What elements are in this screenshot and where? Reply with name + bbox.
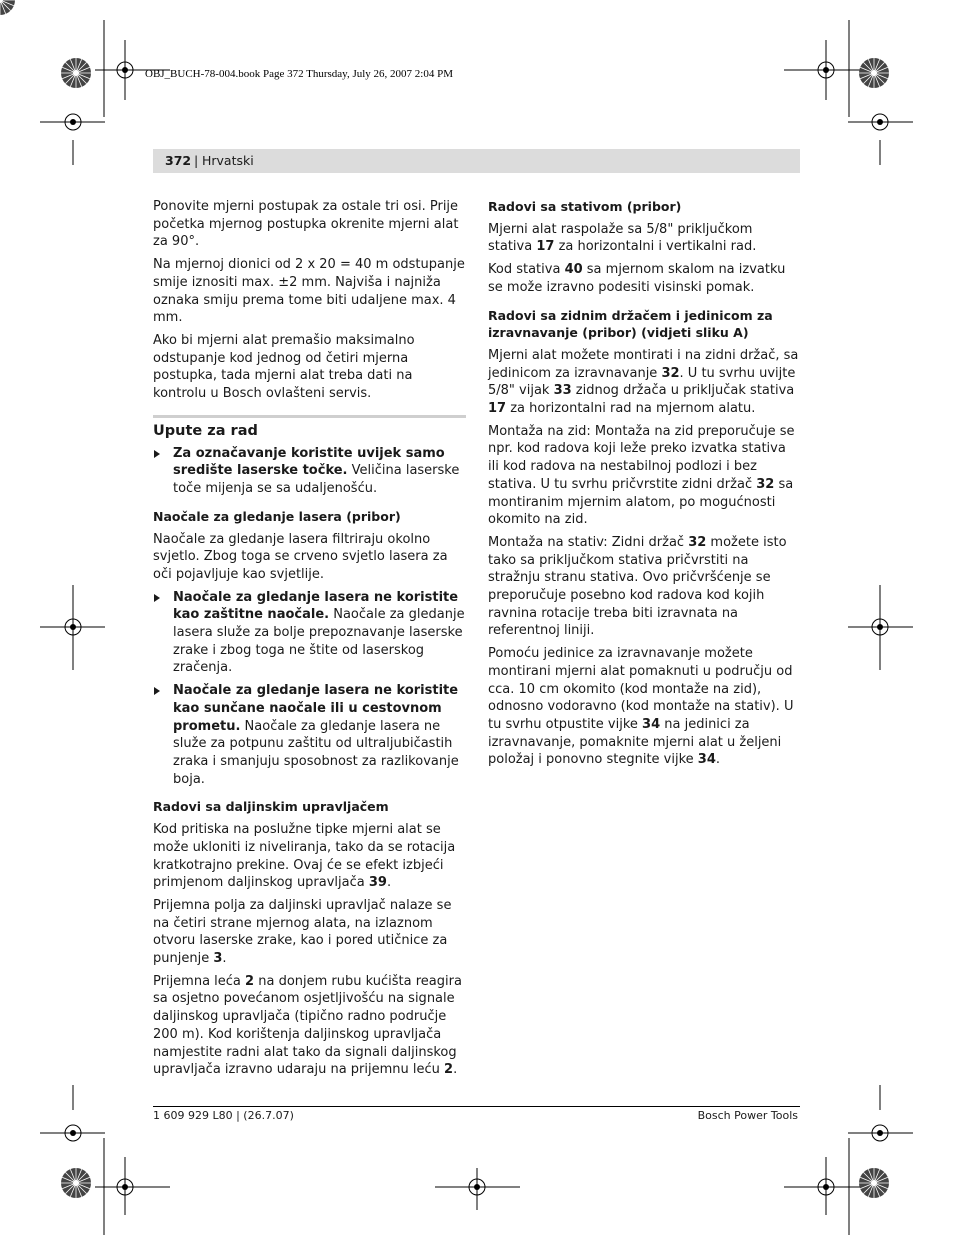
header-separator: |: [194, 153, 199, 168]
paragraph: Prijemna polja za daljinski upravljač nalaze se na četiri strane mjernog alata, na izlaznom otvoru laserske zrake, kao i pored utičnice za punjenje 3.: [153, 897, 452, 967]
subheading: Radovi sa zidnim držačem i jedinicom za izravnavanje (pribor) (vidjeti sliku A): [488, 307, 773, 341]
paragraph: Prijemna leća 2 na donjem rubu kućišta reagira sa osjetno povećanom osjetljivošću na signale daljinskog upravljača (tipično radno područje 200 m). Kod korištenja daljinskog upravljača namjestite radni alat tako da signali daljinskog upravljača izravno udaraju na prijemnu leću 2.: [153, 973, 462, 1078]
paragraph: Ponovite mjerni postupak za ostale tri osi. Prije početka mjernog postupka okrenite mjerni alat za 90°.: [153, 199, 459, 250]
section-divider: [153, 415, 466, 418]
paragraph: Montaža na zid: Montaža na zid preporučuje se npr. kod radova koji leže preko izvatka stativa ili kod radova na nestabilnoj podlozi i bez stativa. U tu svrhu pričvrstite zidni držač 32 sa montiranim mjernim alatom, po mogućnosti okomito na zid.: [488, 423, 795, 528]
subheading: Radovi sa stativom (pribor): [488, 199, 682, 214]
paragraph: Naočale za gledanje lasera filtriraju okolno svjetlo. Zbog toga se crveno svjetlo lasera za oči pojavljuje kao svjetlije.: [153, 531, 448, 582]
paragraph: Na mjernoj dionici od 2 x 20 = 40 m odstupanje smije iznositi max. ±2 mm. Najviša i najniža oznaka smiju prema tome biti udaljene max. 4 mm.: [153, 257, 465, 326]
page-header: [153, 149, 800, 173]
footer-divider: [153, 1106, 800, 1107]
bullet-arrow-icon: [154, 450, 160, 458]
bullet-text: Veličina laserske toče mijenja se sa udaljenošću.: [173, 463, 460, 497]
bullet-bold-text: Naočale za gledanje lasera ne koristite kao sunčane naočale ili u cestovnom prometu.: [173, 683, 459, 734]
bullet-text: Naočale za gledanje lasera služe za bolje prepoznavanje laserske zrake i zbog toga ne štite od laserskog zračenja.: [173, 607, 465, 676]
bullet-bold-text: Za označavanje koristite uvijek samo središte laserske točke.: [173, 445, 445, 479]
page-number: 372: [165, 153, 192, 168]
bullet-arrow-icon: [154, 687, 160, 695]
footer-doc-number: 1 609 929 L80 | (26.7.07): [153, 1109, 294, 1122]
calibration-target-top-right: [857, 56, 891, 90]
bullet-item: [153, 445, 466, 498]
bullet-item: [153, 682, 466, 788]
right-column: [488, 198, 800, 774]
paragraph: Ako bi mjerni alat premašio maksimalno odstupanje kod jednog od četiri mjerna postupka, tada mjerni alat treba dati na kontrolu u Bosch ovlašteni servis.: [153, 332, 415, 402]
paragraph: Kod pritiska na poslužne tipke mjerni alat se može ukloniti iz niveliranja, tako da se rotacija kratkotrajno prekine. Ovaj će se efekt izbjeći primjenom daljinskog upravljača 39.: [153, 822, 456, 891]
paragraph: Pomoću jedinice za izravnavanje možete montirani mjerni alat pomaknuti u području od cca. 10 cm okomito (kod montaže na zid), odnosno vodoravno (kod montaže na stativ). U tu svrhu otpustite vijke 34 na jedinici za izravnavanje, pomaknite mjerni alat u željeni položaj i ponovno stegnite vijke 34.: [488, 646, 794, 768]
subheading: Naočale za gledanje lasera (pribor): [153, 508, 401, 524]
footer-brand: Bosch Power Tools: [697, 1109, 798, 1122]
bullet-arrow-icon: [154, 594, 160, 602]
paragraph: Kod stativa 40 sa mjernom skalom na izvatku se može izravno podesiti visinski pomak.: [488, 262, 786, 295]
paragraph: Mjerni alat raspolaže sa 5/8" priključkom stativa 17 za horizontalni i vertikalni rad.: [488, 221, 757, 255]
left-column: [153, 198, 466, 1084]
subheading: Radovi sa daljinskim upravljačem: [153, 799, 389, 815]
bullet-text: Naočale za gledanje lasera ne služe za potpunu zaštitu od ultraljubičastih zraka i smanjuju sposobnost za razlikovanje boja.: [173, 718, 459, 787]
paragraph: Mjerni alat možete montirati i na zidni držač, sa jedinicom za izravnavanje 32. U tu svrhu uvijte 5/8" vijak 33 zidnog držača u priključak stativa 17 za horizontalni rad na mjernom alatu.: [488, 347, 799, 417]
calibration-target-top-left: [59, 56, 93, 90]
calibration-target-bottom-right: [857, 1166, 891, 1200]
bullet-bold-text: Naočale za gledanje lasera ne koristite kao zaštitne naočale.: [173, 589, 459, 623]
print-info: OBJ_BUCH-78-004.book Page 372 Thursday, July 26, 2007 2:04 PM: [145, 68, 454, 80]
paragraph: Montaža na stativ: Zidni držač 32 možete isto tako sa priključkom stativa pričvrstiti na stražnju stranu stativa. Ovo pričvršćenje se preporučuje posebno kod radova kod kojih ravnina rotacije treba biti izravnata na referentnoj liniji.: [488, 534, 787, 639]
section-title: Upute za rad: [153, 422, 258, 439]
calibration-target-bottom-left: [59, 1166, 93, 1200]
bullet-item: [153, 589, 466, 678]
header-language: Hrvatski: [202, 153, 254, 168]
